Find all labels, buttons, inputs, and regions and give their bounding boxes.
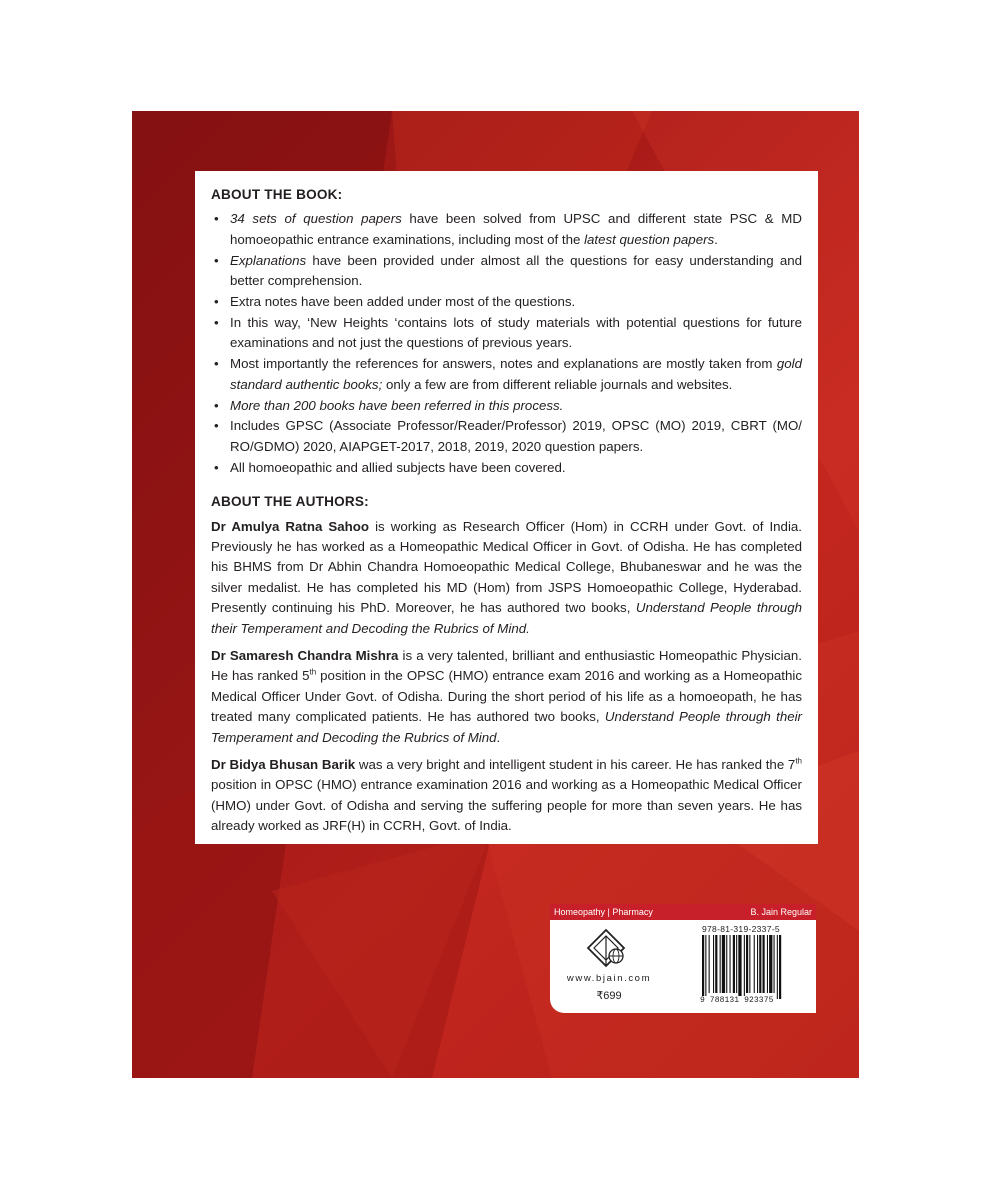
text-run: position in OPSC (HMO) entrance examination 2016 and working as a Homeopathic Medical Officer (HMO) under Govt. of Odisha and serving the suffering people for more than seven years. He has already worked as JRF(H) in CCRH, Govt. of India. bbox=[211, 777, 802, 834]
barcode-bar bbox=[767, 935, 768, 993]
list-item bbox=[211, 416, 802, 457]
barcode-bar bbox=[705, 935, 706, 999]
barcode-bar bbox=[769, 935, 772, 993]
barcode-bar bbox=[746, 935, 748, 993]
list-item bbox=[211, 209, 802, 250]
text-run: Explanations bbox=[230, 252, 307, 268]
category-bar bbox=[550, 904, 816, 920]
barcode-bar bbox=[759, 935, 761, 993]
bullet-icon: • bbox=[214, 397, 219, 413]
text-run: Includes GPSC (Associate Professor/Reader/Professor) 2019, OPSC (MO) 2019, CBRT (MO/ RO/GDMO) 2020, AIAPGET-2017, 2018, 2019, 2020 question papers. bbox=[230, 418, 802, 454]
bullet-icon: • bbox=[214, 314, 219, 330]
barcode-bar bbox=[733, 935, 735, 993]
barcode-bar bbox=[720, 935, 721, 993]
list-item bbox=[211, 251, 802, 292]
text-run: gold standard authentic books; bbox=[230, 356, 802, 392]
barcode-bar bbox=[763, 935, 765, 993]
text-run: 34 sets of question papers bbox=[230, 211, 402, 227]
list-item bbox=[211, 313, 802, 354]
text-run: have been provided under almost all the questions for easy understanding and better comprehension. bbox=[230, 252, 802, 289]
author-paragraph bbox=[211, 517, 802, 639]
text-run: only a few are from different reliable journals and websites. bbox=[382, 376, 733, 392]
barcode-bar bbox=[774, 935, 775, 993]
price-barcode-box bbox=[550, 904, 816, 1013]
text-run: is working as Research Officer (Hom) in CCRH under Govt. of India. Previously he has worked as a Homeopathic Medical Officer in Govt. of Odisha. He has completed his BHMS from Dr Abhin Chandra Homoeopathic Medical College, Bhubaneswar and he was the silver medalist. He has completed his MD (Hom) from JSPS Homoeopathic College, Hyderabad. Presently continuing his PhD. Moreover, he has authored two books, bbox=[211, 518, 802, 616]
text-run: All homoeopathic and allied subjects have been covered. bbox=[230, 459, 566, 475]
bullet-icon: • bbox=[214, 459, 219, 475]
barcode-icon bbox=[702, 935, 810, 1004]
barcode-bar bbox=[713, 935, 714, 993]
text-run: . bbox=[496, 729, 501, 745]
price-text: ₹699 bbox=[596, 990, 622, 1002]
text-run: In this way, ‘New Heights ‘contains lots of study materials with potential questions for future examinations and not just the questions of previous years. bbox=[230, 314, 802, 351]
barcode-bar bbox=[777, 935, 778, 999]
list-item bbox=[211, 292, 802, 312]
text-run: Dr Bidya Bhusan Barik bbox=[211, 757, 356, 773]
barcode-bar bbox=[722, 935, 725, 993]
text-run: . bbox=[714, 231, 718, 247]
category-label: Homeopathy | Pharmacy bbox=[554, 907, 653, 917]
bjain-book-globe-logo-icon bbox=[584, 926, 632, 977]
barcode-bar bbox=[726, 935, 727, 993]
text-run: More than 200 books have been referred in this process. bbox=[230, 397, 564, 413]
barcode-bar bbox=[749, 935, 750, 993]
author-paragraph bbox=[211, 755, 802, 837]
barcode-digits: 9 788131 923375 bbox=[700, 996, 774, 1005]
barcode-bar bbox=[736, 935, 737, 993]
text-run: latest question papers bbox=[584, 231, 715, 247]
barcode-bar bbox=[738, 935, 741, 999]
barcode-bar bbox=[779, 935, 781, 999]
barcode-bar bbox=[709, 935, 710, 993]
text-run: Most importantly the references for answers, notes and explanations are mostly taken from bbox=[230, 356, 777, 372]
bullet-icon: • bbox=[214, 252, 219, 268]
imprint-label: B. Jain Regular bbox=[750, 907, 812, 917]
text-run: Extra notes have been added under most of the questions. bbox=[230, 294, 576, 310]
bullet-icon: • bbox=[214, 211, 219, 227]
text-run: have been solved from UPSC and different state PSC & MD homoeopathic entrance examinations, including most of the bbox=[230, 211, 802, 247]
barcode-bar bbox=[744, 935, 745, 999]
barcode-bar bbox=[702, 935, 704, 999]
bullet-icon: • bbox=[214, 418, 219, 434]
bullet-icon: • bbox=[214, 294, 219, 310]
about-book-heading: ABOUT THE BOOK: bbox=[211, 187, 343, 202]
barcode-bar bbox=[754, 935, 755, 993]
website-text: www.bjain.com bbox=[566, 973, 652, 984]
isbn-number: 978-81-319-2337-5 bbox=[702, 924, 780, 934]
about-authors-heading: ABOUT THE AUTHORS: bbox=[211, 494, 369, 510]
text-run: was a very bright and intelligent student in his career. He has ranked the 7 bbox=[355, 757, 796, 773]
barcode-bar bbox=[715, 935, 717, 993]
text-run: Understand People through their Temperament and Decoding the Rubrics of Mind. bbox=[211, 600, 802, 636]
content-panel bbox=[195, 171, 818, 844]
bullet-icon: • bbox=[214, 356, 219, 372]
text-run: position in the OPSC (HMO) entrance exam 2016 and working as a Homeopathic Medical Officer Under Govt. of Odisha. During the short period of his life as a homoeopath, he has treated many complicated patients. He has authored two books, bbox=[211, 668, 802, 725]
text-run: is a very talented, brilliant and enthusiastic Homeopathic Physician. He has ranked 5 bbox=[211, 648, 802, 684]
text-run: Understand People through their Temperament and Decoding the Rubrics of Mind bbox=[211, 709, 802, 745]
text-run: th bbox=[309, 668, 317, 678]
text-run: th bbox=[795, 756, 802, 766]
text-run: Dr Amulya Ratna Sahoo bbox=[211, 518, 370, 534]
list-item bbox=[211, 458, 802, 478]
about-authors-section bbox=[211, 517, 802, 837]
barcode-bar bbox=[730, 935, 731, 993]
author-paragraph bbox=[211, 646, 802, 748]
list-item bbox=[211, 354, 802, 395]
text-run: Dr Samaresh Chandra Mishra bbox=[211, 648, 399, 664]
list-item bbox=[211, 396, 802, 416]
barcode-bar bbox=[757, 935, 758, 993]
about-book-list bbox=[211, 209, 802, 478]
